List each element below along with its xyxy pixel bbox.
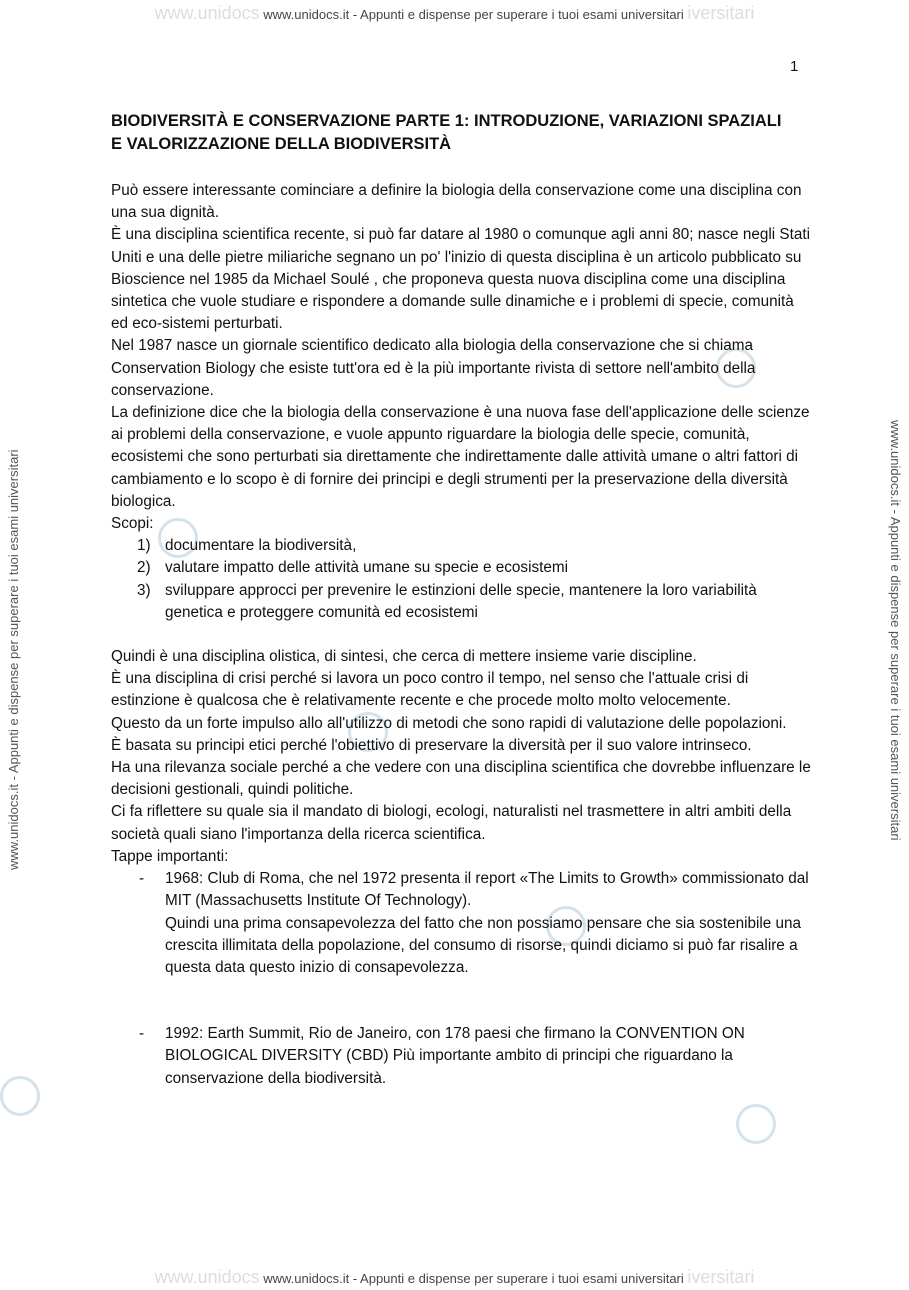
watermark-top xyxy=(0,2,909,24)
watermark-ghost-right: iversitari xyxy=(687,3,755,23)
paragraph: Questo da un forte impulso allo all'utilizzo di metodi che sono rapidi di valutazione delle popolazioni. xyxy=(111,714,787,732)
paragraph: Può essere interessante cominciare a definire la biologia della conservazione come una disciplina con una sua dignità. xyxy=(111,182,802,222)
list-item-extra: Quindi una prima consapevolezza del fatto che non possiamo pensare che sia sostenibile una crescita illimitata della popolazione, del consumo di risorse, quindi diciamo si può far risalire a questa data questo inizio di consapevolezza. xyxy=(165,914,802,976)
paragraph: È una disciplina di crisi perché si lavora un poco contro il tempo, nel senso che l'attuale crisi di estinzione è qualcosa che è relativamente recente e che procede molto molto velocemente. xyxy=(111,670,749,710)
watermark-bottom xyxy=(0,1266,909,1288)
dash-marker: - xyxy=(139,870,145,888)
list-number: 2) xyxy=(137,559,151,577)
list-item-text: documentare la biodiversità, xyxy=(165,537,357,555)
scopi-list xyxy=(111,535,811,624)
paragraph: È basata su principi etici perché l'obiettivo di preservare la diversità per il suo valore intrinseco. xyxy=(111,736,752,754)
list-number: 1) xyxy=(137,537,151,555)
tappe-list xyxy=(111,868,811,1090)
watermark-ghost-right: iversitari xyxy=(687,1267,755,1287)
watermark-ghost-left: www.unidocs xyxy=(154,1267,260,1287)
spacer xyxy=(111,1001,811,1023)
paragraph: Nel 1987 nasce un giornale scientifico dedicato alla biologia della conservazione che si chiama Conservation Biology che esiste tutt'ora ed è la più importante rivista di settore nell'ambito della conservazione. xyxy=(111,337,756,399)
watermark-right-side: www.unidocs.it - Appunti e dispense per superare i tuoi esami universitari xyxy=(888,420,903,841)
paragraph: Scopi: xyxy=(111,515,154,533)
watermark-ghost-left: www.unidocs xyxy=(154,3,260,23)
list-item xyxy=(111,535,811,557)
paragraph: Quindi è una disciplina olistica, di sintesi, che cerca di mettere insieme varie discipline. xyxy=(111,648,697,666)
page-title: BIODIVERSITÀ E CONSERVAZIONE PARTE 1: INTRODUZIONE, VARIAZIONI SPAZIALI E VALORIZZAZIONE DELLA BIODIVERSITÀ xyxy=(111,112,782,153)
dash-marker: - xyxy=(139,1025,145,1043)
paragraph: Ha una rilevanza sociale perché a che vedere con una disciplina scientifica che dovrebbe influenzare le decisioni gestionali, quindi politiche. xyxy=(111,759,811,799)
list-number: 3) xyxy=(137,581,151,599)
watermark-text: www.unidocs.it - Appunti e dispense per superare i tuoi esami universitari xyxy=(263,7,684,22)
paragraph: Tappe importanti: xyxy=(111,847,229,865)
list-item xyxy=(111,868,811,979)
list-item xyxy=(111,557,811,579)
paragraph: È una disciplina scientifica recente, si può far datare al 1980 o comunque agli anni 80; nasce negli Stati Uniti e una delle pietre miliariche segnano un po' l'inizio di questa disciplina è un articolo pubblicato su Bioscience nel 1985 da Michael Soulé , che proponeva questa nuova disciplina come una disciplina sintetica che vuole studiare e rispondere a domande sulle dinamiche e i problemi di specie, comunità ed eco-sistemi perturbati. xyxy=(111,226,810,333)
spacer xyxy=(111,624,811,646)
watermark-text: www.unidocs.it - Appunti e dispense per superare i tuoi esami universitari xyxy=(263,1271,684,1286)
list-item-text: valutare impatto delle attività umane su specie e ecosistemi xyxy=(165,559,569,577)
list-item-text: 1968: Club di Roma, che nel 1972 presenta il report «The Limits to Growth» commissionato dal MIT (Massachusetts Institute Of Technology). xyxy=(165,870,809,910)
document-body xyxy=(111,180,811,1090)
spacer xyxy=(111,979,811,1001)
logo-icon xyxy=(736,1104,776,1144)
page-number: 1 xyxy=(790,58,799,75)
paragraph: La definizione dice che la biologia della conservazione è una nuova fase dell'applicazione delle scienze ai problemi della conservazione, e vuole appunto riguardare la biologia delle specie, comunità, ecosistemi che sono perturbati sia direttamente che indirettamente dalle attività umane o altri fattori di cambiamento e lo scopo è di fornire dei principi e degli strumenti per la preservazione della diversità biologica. xyxy=(111,404,810,510)
logo-icon xyxy=(0,1076,40,1116)
list-item xyxy=(111,580,811,624)
list-item xyxy=(111,1023,811,1090)
paragraph: Ci fa riflettere su quale sia il mandato di biologi, ecologi, naturalisti nel trasmettere in altri ambiti della società quali siano l'importanza della ricerca scientifica. xyxy=(111,803,792,843)
list-item-text: sviluppare approcci per prevenire le estinzioni delle specie, mantenere la loro variabilità genetica e proteggere comunità ed ecosistemi xyxy=(165,581,757,621)
watermark-left-side: www.unidocs.it - Appunti e dispense per superare i tuoi esami universitari xyxy=(6,449,21,870)
list-item-text: 1992: Earth Summit, Rio de Janeiro, con 178 paesi che firmano la CONVENTION ON BIOLOGICAL DIVERSITY (CBD) Più importante ambito di principi che riguardano la conservazione della biodiversità. xyxy=(165,1025,745,1087)
